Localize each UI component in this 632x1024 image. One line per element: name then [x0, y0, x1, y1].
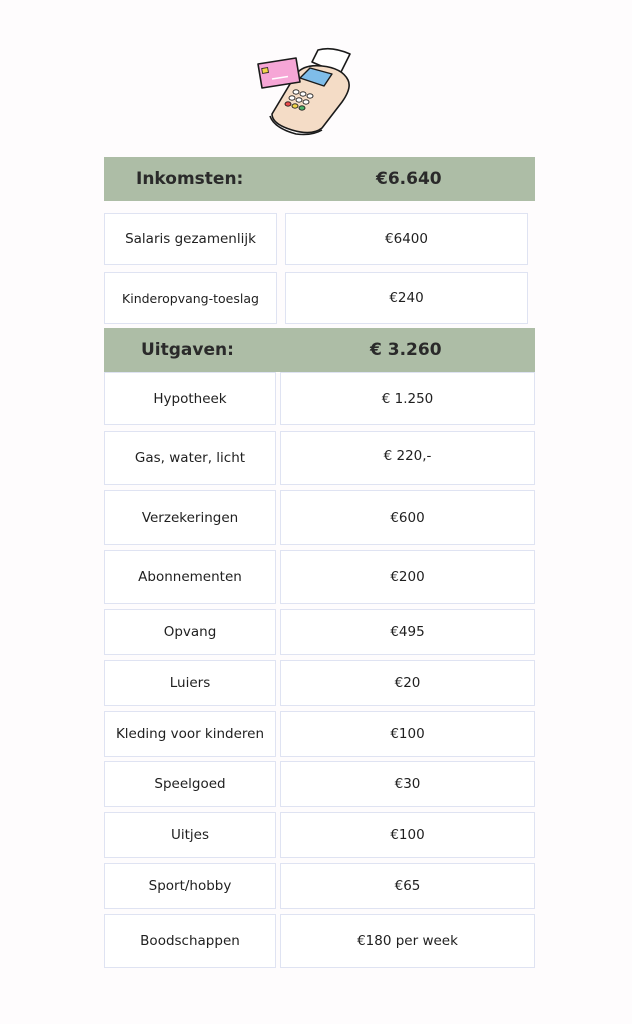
expense-row-value: €30 — [280, 761, 535, 807]
expense-row-label: Abonnementen — [104, 550, 276, 604]
expense-row-label: Luiers — [104, 660, 276, 706]
pink-bank-card — [258, 58, 300, 88]
expense-row-label: Hypotheek — [104, 372, 276, 425]
income-row-value: €240 — [285, 272, 528, 324]
expense-row-value: €180 per week — [280, 914, 535, 968]
expense-row-label: Boodschappen — [104, 914, 276, 968]
expense-row-label: Opvang — [104, 609, 276, 655]
income-total: €6.640 — [376, 169, 442, 189]
expense-row-label: Gas, water, licht — [104, 431, 276, 485]
expense-row-label: Sport/hobby — [104, 863, 276, 909]
expense-row-value: €20 — [280, 660, 535, 706]
expenses-label: Uitgaven: — [141, 340, 234, 360]
expense-row-value: € 1.250 — [280, 372, 535, 425]
expense-row-value: €600 — [280, 490, 535, 545]
income-label: Inkomsten: — [136, 169, 244, 189]
expense-row-value: €495 — [280, 609, 535, 655]
card-payment-terminal-icon — [252, 44, 360, 136]
expense-row-label: Kleding voor kinderen — [104, 711, 276, 757]
expense-row-label: Uitjes — [104, 812, 276, 858]
expense-row-label: Speelgoed — [104, 761, 276, 807]
expenses-total: € 3.260 — [370, 340, 442, 360]
expense-row-value: €65 — [280, 863, 535, 909]
income-row-label: Kinderopvang-toeslag — [104, 272, 277, 324]
income-header — [104, 157, 535, 201]
expenses-header — [104, 328, 535, 372]
expense-row-value: €100 — [280, 711, 535, 757]
income-row-label: Salaris gezamenlijk — [104, 213, 277, 265]
expense-row-value: €100 — [280, 812, 535, 858]
expense-row-value: €200 — [280, 550, 535, 604]
expense-row-value: € 220,- — [280, 431, 535, 485]
income-row-value: €6400 — [285, 213, 528, 265]
expense-row-label: Verzekeringen — [104, 490, 276, 545]
